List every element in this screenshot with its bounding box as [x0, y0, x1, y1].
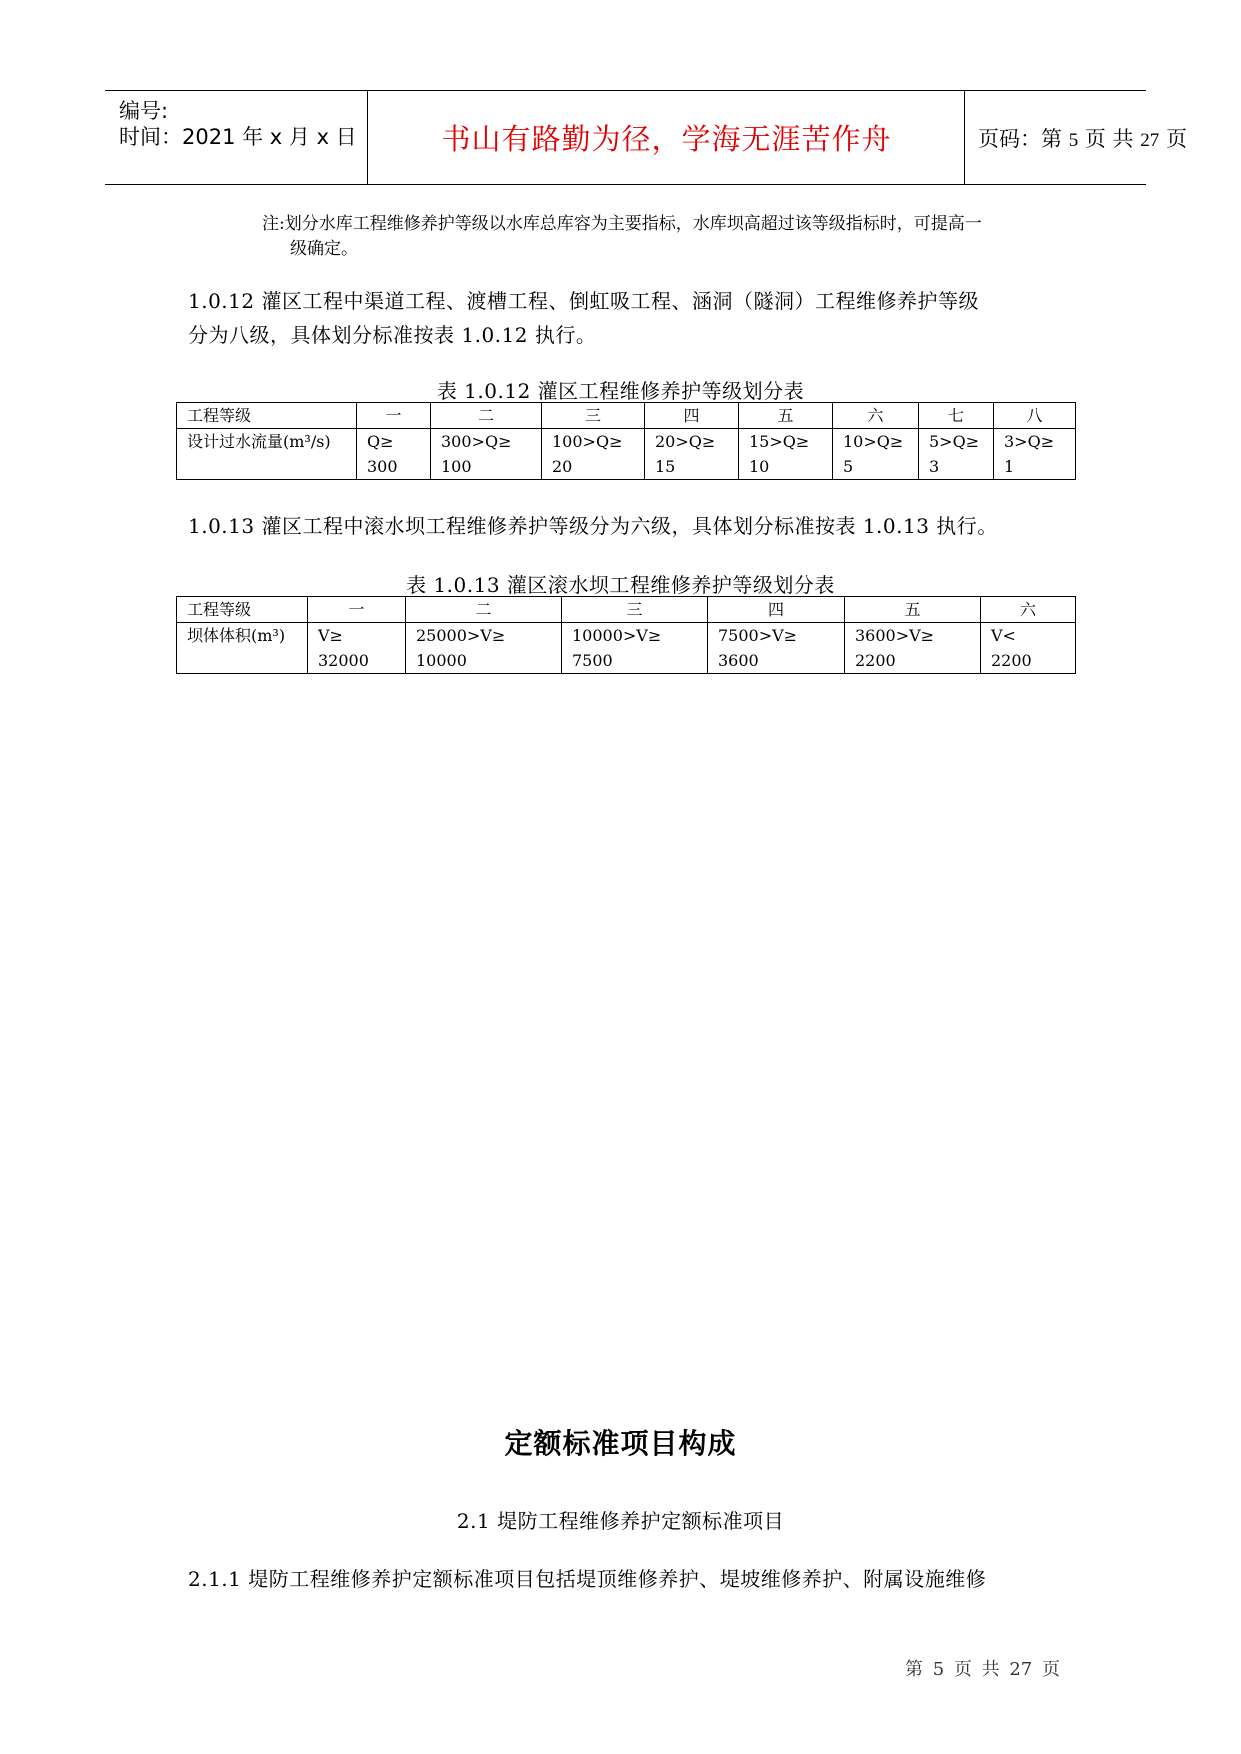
table-cell	[562, 623, 708, 674]
grade-cell: 二	[431, 403, 542, 429]
grade-cell: 四	[708, 597, 845, 623]
page-footer: 第 5 页 共 27 页	[905, 1659, 1060, 1680]
cell-line: 20>Q≥	[655, 432, 716, 451]
table-cell	[708, 623, 845, 674]
page-mid: 页 共	[1084, 127, 1134, 151]
cell-line: 15	[655, 457, 676, 476]
header-info-cell	[105, 91, 368, 184]
table-1-0-12-caption: 表 1.0.12 灌区工程维修养护等级划分表	[436, 379, 805, 403]
table-1-0-13-caption: 表 1.0.13 灌区滚水坝工程维修养护等级划分表	[406, 573, 835, 597]
grade-cell: 六	[981, 597, 1076, 623]
grade-cell: 四	[645, 403, 739, 429]
cell-line: 15>Q≥	[749, 432, 810, 451]
cell-line: 2200	[855, 651, 896, 670]
grade-header-cell: 工程等级	[177, 403, 357, 429]
cell-line: 3600	[718, 651, 759, 670]
cell-line: V<	[991, 626, 1016, 645]
cell-line: 100>Q≥	[552, 432, 623, 451]
table-row	[177, 429, 1076, 480]
cell-line: 100	[441, 457, 472, 476]
page-number-indicator	[978, 123, 1187, 153]
cell-line: 10000>V≥	[572, 626, 662, 645]
table-header-row	[177, 597, 1076, 623]
table-header-row	[177, 403, 1076, 429]
cell-line: 5	[843, 457, 854, 476]
table-cell	[919, 429, 994, 480]
cell-line: 25000>V≥	[416, 626, 506, 645]
page-total: 27	[1140, 130, 1160, 151]
cell-line: 5>Q≥	[929, 432, 980, 451]
table-1-0-13	[176, 596, 1076, 674]
cell-line: 7500>V≥	[718, 626, 798, 645]
page-suffix: 页	[1165, 127, 1187, 151]
grade-cell: 八	[994, 403, 1076, 429]
table-cell	[308, 623, 406, 674]
table-cell	[845, 623, 981, 674]
grade-cell: 一	[357, 403, 431, 429]
cell-line: 3600>V≥	[855, 626, 935, 645]
grade-cell: 一	[308, 597, 406, 623]
table-cell	[542, 429, 645, 480]
page-prefix: 页码：第	[978, 127, 1062, 151]
volume-label-cell: 坝体体积(m³)	[177, 623, 308, 674]
table-cell	[431, 429, 542, 480]
table-cell	[645, 429, 739, 480]
motto-text: 书山有路勤为径，学海无涯苦作舟	[441, 122, 892, 156]
clause-1-0-12-line-1: 1.0.12 灌区工程中渠道工程、渡槽工程、倒虹吸工程、涵洞（隧洞）工程维修养护等级	[188, 289, 979, 313]
reservoir-note	[262, 212, 1062, 262]
page-header	[105, 90, 1187, 185]
note-line-2: 级确定。	[290, 239, 358, 259]
table-1-0-12	[176, 402, 1076, 480]
page-current: 5	[1068, 130, 1079, 151]
document-time-label: 时间：2021 年 x 月 x 日	[119, 125, 357, 149]
grade-cell: 三	[562, 597, 708, 623]
clause-1-0-13-line-1: 1.0.13 灌区工程中滚水坝工程维修养护等级分为六级，具体划分标准按表 1.0.13 执行。	[188, 514, 998, 538]
grade-cell: 六	[833, 403, 919, 429]
cell-line: 32000	[318, 651, 369, 670]
document-number-label: 编号:	[119, 99, 169, 123]
note-line-1: 注:划分水库工程维修养护等级以水库总库容为主要指标，水库坝高超过该等级指标时，可提高一	[262, 214, 982, 234]
section-title: 2.1 堤防工程维修养护定额标准项目	[456, 1509, 785, 1533]
clause-1-0-12-line-2: 分为八级，具体划分标准按表 1.0.12 执行。	[188, 323, 597, 347]
table-cell	[994, 429, 1076, 480]
cell-line: 7500	[572, 651, 613, 670]
grade-header-cell: 工程等级	[177, 597, 308, 623]
cell-line: 20	[552, 457, 573, 476]
cell-line: 1	[1004, 457, 1015, 476]
table-cell	[833, 429, 919, 480]
clause-1-0-12	[188, 284, 1068, 352]
cell-line: 10	[749, 457, 770, 476]
table-cell	[981, 623, 1076, 674]
cell-line: 10000	[416, 651, 467, 670]
cell-line: 3>Q≥	[1004, 432, 1055, 451]
cell-line: Q≥	[367, 432, 394, 451]
chapter-title: 定额标准项目构成	[504, 1427, 737, 1460]
grade-cell: 二	[406, 597, 562, 623]
grade-cell: 七	[919, 403, 994, 429]
cell-line: 300	[367, 457, 398, 476]
cell-line: 3	[929, 457, 940, 476]
clause-2-1-1: 2.1.1 堤防工程维修养护定额标准项目包括堤顶维修养护、堤坡维修养护、附属设施维修	[188, 1567, 987, 1591]
header-page-cell	[966, 91, 1187, 184]
table-row	[177, 623, 1076, 674]
table-cell	[357, 429, 431, 480]
grade-cell: 三	[542, 403, 645, 429]
cell-line: V≥	[318, 626, 343, 645]
cell-line: 10>Q≥	[843, 432, 904, 451]
table-cell	[739, 429, 833, 480]
cell-line: 300>Q≥	[441, 432, 512, 451]
grade-cell: 五	[845, 597, 981, 623]
clause-1-0-13	[188, 509, 1088, 543]
header-motto-cell	[369, 91, 965, 184]
table-cell	[406, 623, 562, 674]
cell-line: 2200	[991, 651, 1032, 670]
grade-cell: 五	[739, 403, 833, 429]
flow-label-cell: 设计过水流量(m³/s)	[177, 429, 357, 480]
